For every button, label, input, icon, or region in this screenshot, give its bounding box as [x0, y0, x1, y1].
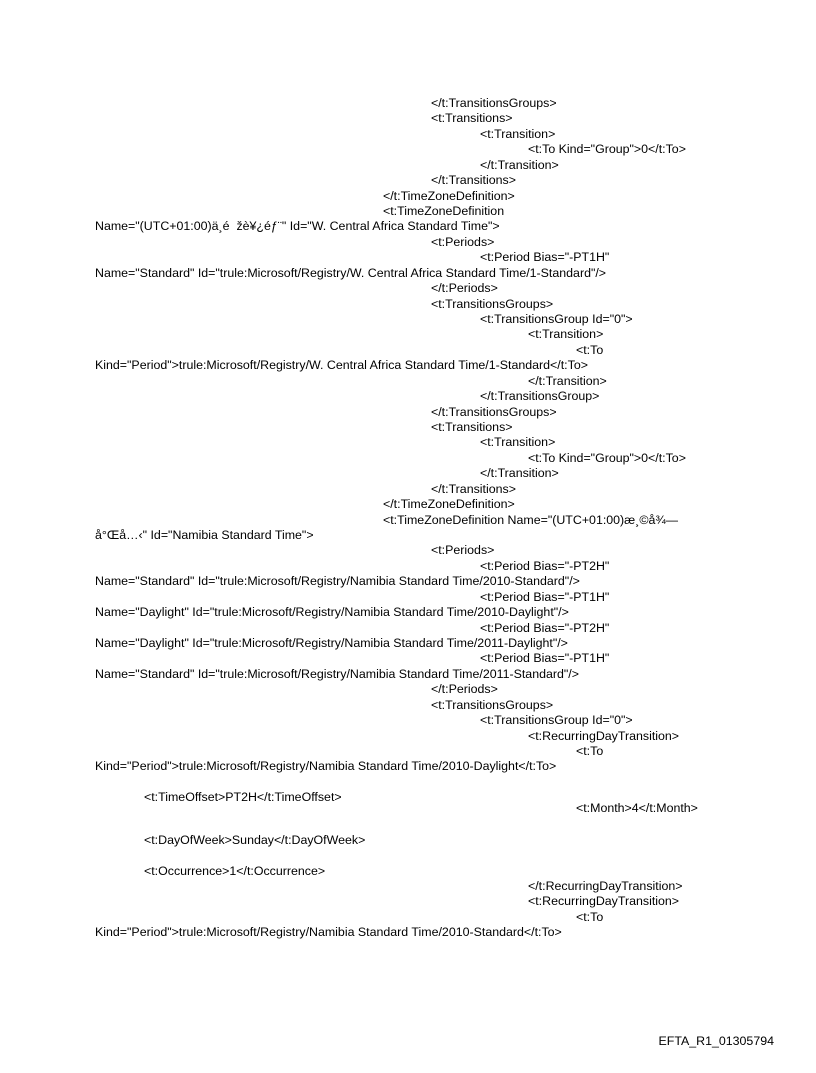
text-line: <t:To Kind="Group">0</t:To> [528, 451, 686, 465]
text-line: <t:TransitionsGroups> [431, 297, 554, 311]
text-line: </t:RecurringDayTransition> [528, 879, 683, 893]
text-line: </t:TimeZoneDefinition> [383, 189, 515, 203]
text-line: <t:To [576, 910, 604, 924]
text-line: <t:RecurringDayTransition> [528, 894, 680, 908]
text-line: </t:TimeZoneDefinition> [383, 497, 515, 511]
text-line: <t:Period Bias="-PT1H" [480, 651, 610, 665]
text-line: Name="Daylight" Id="trule:Microsoft/Registry/Namibia Standard Time/2011-Daylight"/> [95, 636, 568, 650]
text-line: </t:TransitionsGroups> [431, 405, 557, 419]
text-line: Kind="Period">trule:Microsoft/Registry/Namibia Standard Time/2010-Daylight</t:To> [95, 759, 557, 773]
text-line: <t:Month>4</t:Month> [576, 801, 698, 815]
text-line: <t:Periods> [431, 235, 495, 249]
text-line: <t:Periods> [431, 543, 495, 557]
text-line: <t:TransitionsGroup Id="0"> [480, 713, 633, 727]
text-line: <t:Period Bias="-PT2H" [480, 621, 610, 635]
document-id-footer: EFTA_R1_01305794 [658, 1034, 774, 1048]
text-line: <t:Transition> [528, 327, 604, 341]
text-line: <t:RecurringDayTransition> [528, 729, 680, 743]
text-line: </t:Periods> [431, 682, 498, 696]
text-line: <t:TimeZoneDefinition [383, 204, 505, 218]
text-line: <t:TransitionsGroups> [431, 698, 554, 712]
text-line: å°Œå…‹" Id="Namibia Standard Time"> [95, 528, 314, 542]
text-line: </t:Transitions> [431, 173, 516, 187]
text-line: Kind="Period">trule:Microsoft/Registry/Namibia Standard Time/2010-Standard</t:To> [95, 925, 562, 939]
text-line: <t:To [576, 744, 604, 758]
text-line: <t:To [576, 343, 604, 357]
text-line: Name="Standard" Id="trule:Microsoft/Registry/W. Central Africa Standard Time/1-Standard"/> [95, 266, 607, 280]
text-line: <t:Period Bias="-PT1H" [480, 590, 610, 604]
text-line: Kind="Period">trule:Microsoft/Registry/W. Central Africa Standard Time/1-Standard</t:To> [95, 358, 588, 372]
text-line: Name="Daylight" Id="trule:Microsoft/Registry/Namibia Standard Time/2010-Daylight"/> [95, 605, 569, 619]
text-line: Name="(UTC+01:00)ä¸é žè¥¿éƒ¨" Id="W. Central Africa Standard Time"> [95, 219, 500, 233]
text-line: <t:Occurrence>1</t:Occurrence> [144, 864, 326, 878]
text-line: <t:Transitions> [431, 111, 513, 125]
text-line: <t:To Kind="Group">0</t:To> [528, 142, 686, 156]
text-line: <t:DayOfWeek>Sunday</t:DayOfWeek> [144, 833, 366, 847]
text-line: <t:Transition> [480, 435, 556, 449]
text-line: <t:Transition> [480, 127, 556, 141]
text-line: <t:TransitionsGroup Id="0"> [480, 312, 633, 326]
text-line: <t:TimeOffset>PT2H</t:TimeOffset> [144, 790, 342, 804]
text-line: Name="Standard" Id="trule:Microsoft/Registry/Namibia Standard Time/2010-Standard"/> [95, 574, 580, 588]
text-line: Name="Standard" Id="trule:Microsoft/Registry/Namibia Standard Time/2011-Standard"/> [95, 667, 579, 681]
text-line: </t:Transition> [480, 158, 559, 172]
text-line: <t:Period Bias="-PT1H" [480, 250, 610, 264]
text-line: </t:TransitionsGroups> [431, 96, 557, 110]
text-line: <t:TimeZoneDefinition Name="(UTC+01:00)æ¸©å¾— [383, 513, 679, 527]
text-line: <t:Transitions> [431, 420, 513, 434]
text-line: </t:Transition> [528, 374, 607, 388]
text-line: </t:Transition> [480, 466, 559, 480]
text-line: </t:Transitions> [431, 482, 516, 496]
text-line: </t:TransitionsGroup> [480, 389, 600, 403]
text-line: </t:Periods> [431, 281, 498, 295]
text-line: <t:Period Bias="-PT2H" [480, 559, 610, 573]
